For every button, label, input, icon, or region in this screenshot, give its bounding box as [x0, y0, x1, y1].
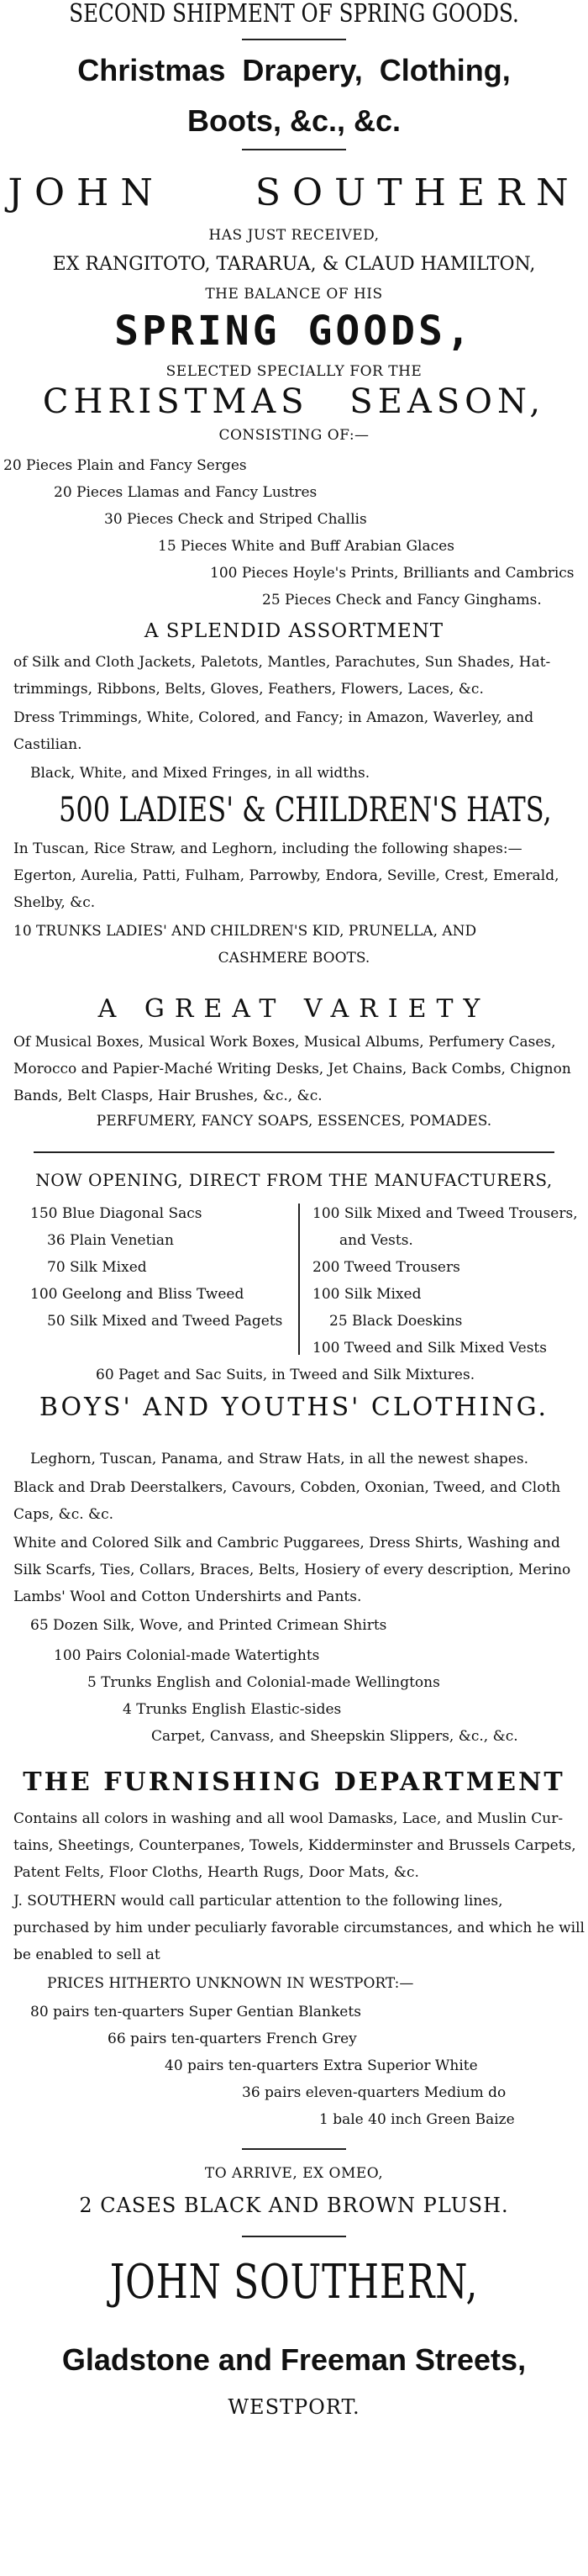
balance-line: THE BALANCE OF HIS [205, 286, 383, 303]
piece-goods-item: 30 Pieces Check and Striped Challis [104, 511, 367, 528]
boots-heading: Boots, &c., &c. [186, 103, 402, 138]
right-column-item: and Vests. [339, 1232, 413, 1249]
received-line: HAS JUST RECEIVED, [208, 227, 380, 244]
consisting-line: CONSISTING OF:— [218, 427, 370, 444]
variety-text: Morocco and Papier-Maché Writing Desks, Jet Chains, Back Combs, Chignon [13, 1061, 571, 1077]
left-column-item: 70 Silk Mixed [47, 1259, 147, 1276]
hats-heading: 500 LADIES' & CHILDREN'S HATS, [59, 791, 552, 830]
hats-text: Egerton, Aurelia, Patti, Fulham, Parrowby, Endora, Seville, Crest, Emerald, [13, 867, 559, 884]
prices-line: PRICES HITHERTO UNKNOWN IN WESTPORT:— [47, 1975, 414, 1992]
furnishing-text: J. SOUTHERN would call particular attention to the following lines, [13, 1893, 503, 1910]
divider [242, 2236, 346, 2237]
piece-goods-item: 15 Pieces White and Buff Arabian Glaces [158, 538, 454, 555]
splendid-text: Black, White, and Mixed Fringes, in all widths. [30, 765, 370, 782]
piece-goods-item: 20 Pieces Llamas and Fancy Lustres [54, 484, 318, 501]
suits-line: 60 Paget and Sac Suits, in Tweed and Silk Mixtures. [96, 1367, 475, 1383]
selected-line: SELECTED SPECIALLY FOR THE [165, 363, 423, 380]
divider [242, 149, 346, 150]
right-column-item: 200 Tweed Trousers [312, 1259, 460, 1276]
hats-text: In Tuscan, Rice Straw, and Leghorn, including the following shapes:— [13, 840, 522, 857]
hats-text: 10 TRUNKS LADIES' AND CHILDREN'S KID, PRUNELLA, AND [13, 923, 477, 940]
divider [34, 1151, 554, 1153]
boys-text: White and Colored Silk and Cambric Puggarees, Dress Shirts, Washing and [13, 1535, 560, 1551]
divider [242, 2148, 346, 2150]
right-column-item: 100 Tweed and Silk Mixed Vests [312, 1340, 547, 1356]
boys-item: Carpet, Canvass, and Sheepskin Slippers, &c., &c. [151, 1728, 518, 1745]
boys-text: Caps, &c. &c. [13, 1506, 114, 1523]
piece-goods-item: 25 Pieces Check and Fancy Ginghams. [262, 592, 542, 608]
boys-item: 65 Dozen Silk, Wove, and Printed Crimean Shirts [30, 1617, 387, 1634]
splendid-text: of Silk and Cloth Jackets, Paletots, Mantles, Parachutes, Sun Shades, Hat- [13, 654, 551, 671]
variety-text: PERFUMERY, FANCY SOAPS, ESSENCES, POMADES. [96, 1113, 492, 1130]
piece-goods-item: 100 Pieces Hoyle's Prints, Brilliants and Cambrics [210, 565, 575, 582]
splendid-text: trimmings, Ribbons, Belts, Gloves, Feathers, Flowers, Laces, &c. [13, 681, 484, 698]
shipment-heading: SECOND SHIPMENT OF SPRING GOODS. [69, 0, 519, 29]
merchant-name-heading: JOHN SOUTHERN [8, 171, 580, 214]
left-column-item: 36 Plain Venetian [47, 1232, 174, 1249]
hats-text: Shelby, &c. [13, 894, 96, 911]
divider [242, 39, 346, 40]
left-column-item: 100 Geelong and Bliss Tweed [30, 1286, 244, 1303]
manufacturers-heading: NOW OPENING, DIRECT FROM THE MANUFACTURERS, [35, 1170, 553, 1190]
boys-item: 4 Trunks English Elastic-sides [123, 1701, 342, 1718]
blanket-item: 1 bale 40 inch Green Baize [319, 2111, 515, 2128]
great-variety-heading: A GREAT VARIETY [97, 994, 491, 1024]
boys-item: 100 Pairs Colonial-made Watertights [54, 1647, 320, 1664]
boys-item: 5 Trunks English and Colonial-made Wellingtons [87, 1674, 440, 1691]
furnishing-text: be enabled to sell at [13, 1946, 160, 1963]
furnishing-heading: THE FURNISHING DEPARTMENT [23, 1767, 565, 1797]
boys-clothing-heading: BOYS' AND YOUTHS' CLOTHING. [39, 1393, 549, 1422]
ships-line: EX RANGITOTO, TARARUA, & CLAUD HAMILTON, [52, 254, 536, 275]
splendid-text: Dress Trimmings, White, Colored, and Fancy; in Amazon, Waverley, and [13, 709, 534, 726]
furnishing-text: tains, Sheetings, Counterpanes, Towels, Kidderminster and Brussels Carpets, [13, 1837, 576, 1854]
right-column-item: 25 Black Doeskins [329, 1313, 463, 1330]
furnishing-text: Contains all colors in washing and all wool Damasks, Lace, and Muslin Cur- [13, 1810, 564, 1827]
boys-text: Silk Scarfs, Ties, Collars, Braces, Belts, Hosiery of every description, Merino [13, 1562, 571, 1578]
boys-text: Lambs' Wool and Cotton Undershirts and Pants. [13, 1588, 362, 1605]
furnishing-text: purchased by him under peculiarly favorable circumstances, and which he will [13, 1920, 585, 1936]
variety-text: Of Musical Boxes, Musical Work Boxes, Musical Albums, Perfumery Cases, [13, 1034, 556, 1051]
splendid-assortment-heading: A SPLENDID ASSORTMENT [144, 620, 444, 642]
piece-goods-item: 20 Pieces Plain and Fancy Serges [3, 457, 247, 474]
christmas-drapery-heading: Christmas Drapery, Clothing, [77, 53, 511, 87]
blanket-item: 66 pairs ten-quarters French Grey [108, 2031, 357, 2047]
right-column-item: 100 Silk Mixed and Tweed Trousers, [312, 1205, 578, 1222]
blanket-item: 40 pairs ten-quarters Extra Superior White [165, 2057, 478, 2074]
blanket-item: 36 pairs eleven-quarters Medium do [242, 2084, 507, 2101]
furnishing-text: Patent Felts, Floor Cloths, Hearth Rugs, Door Mats, &c. [13, 1864, 419, 1881]
blanket-item: 80 pairs ten-quarters Super Gentian Blankets [30, 2004, 361, 2020]
splendid-text: Castilian. [13, 736, 82, 753]
footer-address: Gladstone and Freeman Streets, [61, 2342, 527, 2377]
boys-text: Black and Drab Deerstalkers, Cavours, Cobden, Oxonian, Tweed, and Cloth [13, 1479, 561, 1496]
christmas-season-heading: CHRISTMAS SEASON, [42, 382, 546, 421]
spring-goods-heading: SPRING GOODS, [114, 308, 474, 355]
plush-line: 2 CASES BLACK AND BROWN PLUSH. [79, 2194, 509, 2217]
left-column-item: 150 Blue Diagonal Sacs [30, 1205, 202, 1222]
right-column-item: 100 Silk Mixed [312, 1286, 422, 1303]
arrive-line: TO ARRIVE, EX OMEO, [204, 2165, 384, 2182]
left-column-item: 50 Silk Mixed and Tweed Pagets [47, 1313, 283, 1330]
footer-merchant-name: JOHN SOUTHERN, [109, 2255, 479, 2310]
hats-text: CASHMERE BOOTS. [218, 950, 370, 967]
variety-text: Bands, Belt Clasps, Hair Brushes, &c., &c. [13, 1088, 323, 1104]
column-divider [298, 1204, 300, 1355]
boys-text: Leghorn, Tuscan, Panama, and Straw Hats, in all the newest shapes. [30, 1451, 528, 1467]
footer-town: WESTPORT. [228, 2395, 360, 2419]
